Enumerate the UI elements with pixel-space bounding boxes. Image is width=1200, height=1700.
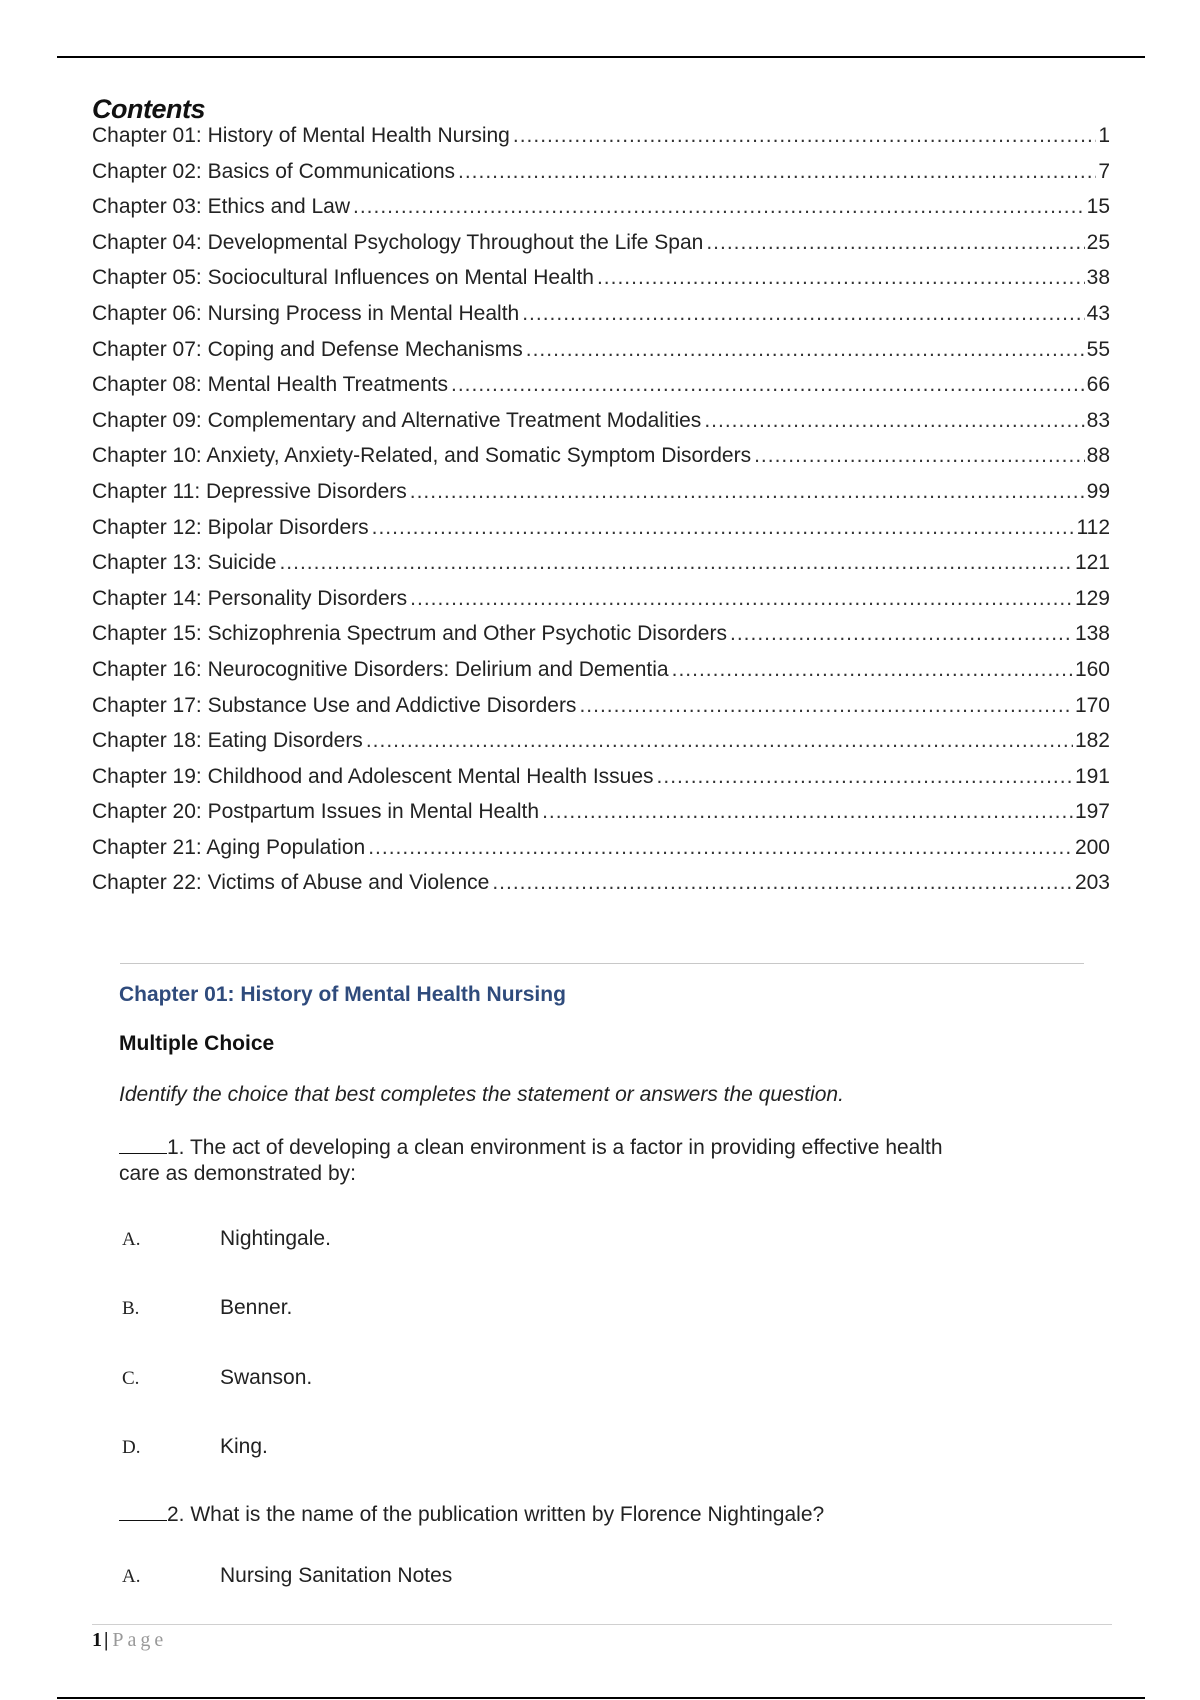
toc-entry-page: 129 xyxy=(1074,586,1110,610)
toc-leader-dots xyxy=(366,729,1073,753)
toc-entry-title: Chapter 22: Victims of Abuse and Violence xyxy=(92,871,490,895)
toc-entry-title: Chapter 06: Nursing Process in Mental Health xyxy=(92,301,520,325)
toc-entry[interactable] xyxy=(92,765,1110,801)
toc-leader-dots xyxy=(754,444,1085,468)
toc-entry-page: 83 xyxy=(1086,408,1110,432)
toc-entry-title: Chapter 03: Ethics and Law xyxy=(92,195,350,219)
top-rule xyxy=(57,56,1145,58)
toc-leader-dots xyxy=(410,480,1085,504)
toc-entry-page: 55 xyxy=(1086,337,1110,361)
toc-entry[interactable] xyxy=(92,516,1110,552)
toc-entry-page: 15 xyxy=(1086,195,1110,219)
toc-entry[interactable] xyxy=(92,160,1110,196)
toc-entry[interactable] xyxy=(92,551,1110,587)
toc-entry-page: 138 xyxy=(1074,622,1110,646)
toc-entry-page: 43 xyxy=(1086,301,1110,325)
toc-entry[interactable] xyxy=(92,729,1110,765)
toc-entry-title: Chapter 01: History of Mental Health Nursing xyxy=(92,124,510,147)
toc-entry-page: 7 xyxy=(1098,159,1110,183)
toc-entry-title: Chapter 17: Substance Use and Addictive Disorders xyxy=(92,693,577,717)
toc-entry-page: 170 xyxy=(1074,693,1110,717)
toc-entry-page: 38 xyxy=(1086,266,1110,290)
toc-entry-title: Chapter 11: Depressive Disorders xyxy=(92,479,407,503)
option-letter: A. xyxy=(122,1566,141,1587)
option-text: Swanson. xyxy=(220,1366,313,1389)
question-1-option-c[interactable] xyxy=(122,1366,312,1390)
toc-entry-title: Chapter 02: Basics of Communications xyxy=(92,159,455,183)
toc-leader-dots xyxy=(597,266,1085,290)
toc-leader-dots xyxy=(730,622,1073,646)
toc-leader-dots xyxy=(513,124,1096,148)
toc-leader-dots xyxy=(279,551,1073,575)
toc-entry[interactable] xyxy=(92,836,1110,872)
toc-entry[interactable] xyxy=(92,800,1110,836)
toc-entry-title: Chapter 19: Childhood and Adolescent Mental Health Issues xyxy=(92,764,654,788)
toc-entry-title: Chapter 21: Aging Population xyxy=(92,835,366,859)
toc-entry-page: 200 xyxy=(1074,835,1110,859)
toc-entry[interactable] xyxy=(92,338,1110,374)
option-text: Benner. xyxy=(220,1296,293,1319)
option-text: King. xyxy=(220,1435,268,1458)
section-heading: Multiple Choice xyxy=(119,1032,275,1055)
toc-entry-page: 88 xyxy=(1086,444,1110,468)
toc-entry-title: Chapter 07: Coping and Defense Mechanisms xyxy=(92,337,523,361)
toc-leader-dots xyxy=(372,516,1075,540)
toc-entry-title: Chapter 12: Bipolar Disorders xyxy=(92,515,369,539)
question-text: 2. What is the name of the publication written by Florence Nightingale? xyxy=(167,1503,825,1526)
toc-entry[interactable] xyxy=(92,373,1110,409)
option-text: Nursing Sanitation Notes xyxy=(220,1564,453,1587)
toc-entry-title: Chapter 16: Neurocognitive Disorders: Delirium and Dementia xyxy=(92,657,669,681)
toc-leader-dots xyxy=(410,587,1073,611)
toc-leader-dots xyxy=(704,409,1084,433)
footer-page-label: Page xyxy=(112,1629,168,1651)
toc-leader-dots xyxy=(522,302,1084,326)
bottom-rule xyxy=(57,1697,1145,1699)
toc-entry-title: Chapter 10: Anxiety, Anxiety-Related, and Somatic Symptom Disorders xyxy=(92,444,752,468)
question-2 xyxy=(119,1500,959,1528)
page-footer xyxy=(92,1629,167,1652)
section-divider xyxy=(120,963,1084,964)
toc-entry-title: Chapter 13: Suicide xyxy=(92,551,277,575)
toc-entry-page: 99 xyxy=(1086,479,1110,503)
toc-entry-page: 197 xyxy=(1074,800,1110,824)
toc-leader-dots xyxy=(451,373,1085,397)
toc-entry[interactable] xyxy=(92,587,1110,623)
toc-entry-title: Chapter 20: Postpartum Issues in Mental Health xyxy=(92,800,540,824)
toc-heading: Contents xyxy=(92,94,205,124)
toc-leader-dots xyxy=(353,195,1085,219)
toc-leader-dots xyxy=(492,871,1073,895)
question-1 xyxy=(119,1133,959,1187)
toc-entry[interactable] xyxy=(92,480,1110,516)
toc-entry[interactable] xyxy=(92,622,1110,658)
toc-entry-title: Chapter 14: Personality Disorders xyxy=(92,586,408,610)
toc-leader-dots xyxy=(706,231,1084,255)
toc-entry[interactable] xyxy=(92,871,1110,907)
toc-leader-dots xyxy=(657,765,1073,789)
toc-entry-page: 66 xyxy=(1086,373,1110,397)
toc-entry-title: Chapter 09: Complementary and Alternative Treatment Modalities xyxy=(92,408,702,432)
option-text: Nightingale. xyxy=(220,1227,331,1250)
chapter-heading: Chapter 01: History of Mental Health Nursing xyxy=(119,983,566,1006)
toc-leader-dots xyxy=(542,800,1073,824)
question-1-option-b[interactable] xyxy=(122,1296,292,1320)
toc-entry[interactable] xyxy=(92,266,1110,302)
toc-entry-page: 203 xyxy=(1074,871,1110,895)
toc-entry-page: 160 xyxy=(1074,657,1110,681)
toc-leader-dots xyxy=(526,338,1085,362)
toc-entry-page: 25 xyxy=(1086,230,1110,254)
toc-entry[interactable] xyxy=(92,694,1110,730)
toc-entry[interactable] xyxy=(92,444,1110,480)
question-text: 1. The act of developing a clean environment is a factor in providing effective health care as demonstrated by: xyxy=(119,1136,943,1185)
table-of-contents xyxy=(92,124,1110,907)
footer-separator: | xyxy=(104,1629,109,1651)
question-1-option-a[interactable] xyxy=(122,1227,331,1251)
toc-entry-page: 191 xyxy=(1074,764,1110,788)
question-1-option-d[interactable] xyxy=(122,1435,268,1459)
toc-entry-title: Chapter 08: Mental Health Treatments xyxy=(92,373,449,397)
toc-entry[interactable] xyxy=(92,658,1110,694)
toc-entry-page: 182 xyxy=(1074,729,1110,753)
toc-entry[interactable] xyxy=(92,302,1110,338)
toc-entry-title: Chapter 18: Eating Disorders xyxy=(92,729,363,753)
instructions-text: Identify the choice that best completes the statement or answers the question. xyxy=(119,1083,844,1106)
toc-entry-title: Chapter 15: Schizophrenia Spectrum and Other Psychotic Disorders xyxy=(92,622,727,646)
toc-leader-dots xyxy=(368,836,1073,860)
answer-blank[interactable] xyxy=(119,1133,167,1154)
toc-entry[interactable] xyxy=(92,124,1110,160)
footer-page-number: 1 xyxy=(92,1629,102,1651)
toc-leader-dots xyxy=(672,658,1073,682)
toc-entry-page: 112 xyxy=(1076,515,1110,539)
toc-leader-dots xyxy=(458,160,1096,184)
toc-entry-page: 1 xyxy=(1098,124,1110,147)
footer-divider xyxy=(92,1624,1112,1625)
option-letter: A. xyxy=(122,1229,141,1250)
toc-leader-dots xyxy=(579,694,1073,718)
toc-entry[interactable] xyxy=(92,231,1110,267)
option-letter: B. xyxy=(122,1298,140,1319)
toc-entry[interactable] xyxy=(92,409,1110,445)
toc-entry-title: Chapter 04: Developmental Psychology Throughout the Life Span xyxy=(92,230,704,254)
answer-blank[interactable] xyxy=(119,1500,167,1521)
toc-entry[interactable] xyxy=(92,195,1110,231)
question-2-option-a[interactable] xyxy=(122,1564,452,1588)
option-letter: D. xyxy=(122,1437,141,1458)
toc-entry-title: Chapter 05: Sociocultural Influences on Mental Health xyxy=(92,266,594,290)
option-letter: C. xyxy=(122,1368,140,1389)
toc-entry-page: 121 xyxy=(1074,551,1110,575)
